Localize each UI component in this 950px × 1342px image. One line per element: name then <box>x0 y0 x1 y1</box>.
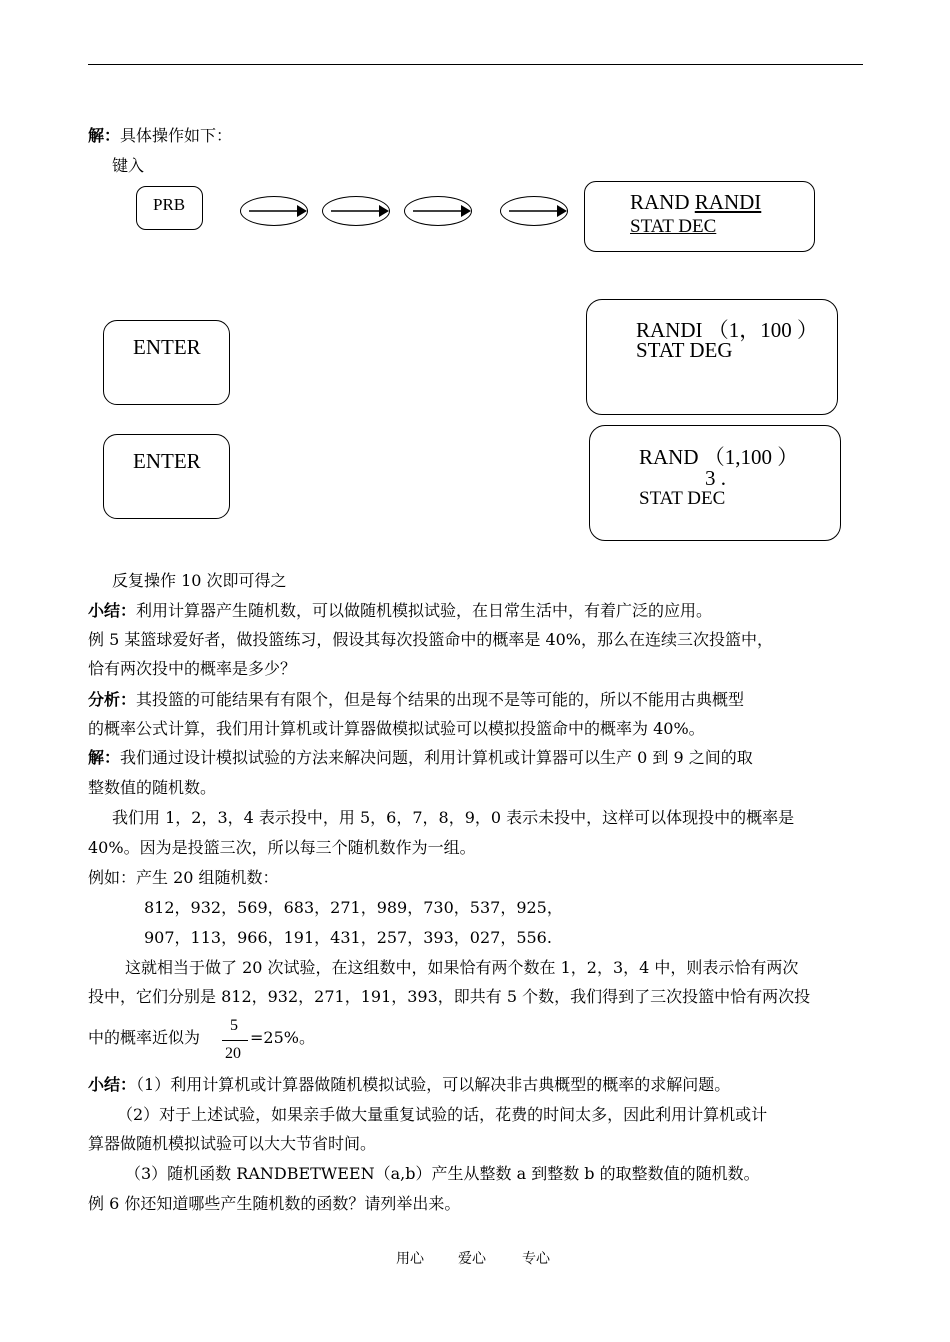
screen2-line1: RANDI （1，100 ） <box>636 318 818 342</box>
screen2-line2: STAT DEG <box>636 338 733 362</box>
summary-1: 小结：利用计算器产生随机数，可以做随机模拟试验，在日常生活中，有着广泛的应用。 <box>88 601 713 620</box>
footer-word-3: 专心 <box>522 1251 550 1267</box>
header-rule <box>88 64 863 65</box>
paragraph-2-line2: 投中，它们分别是 812，932，271，191，393，即共有 5 个数，我们得到了三次投篮中恰有两次投 <box>88 987 811 1006</box>
key-in-label: 键入 <box>112 156 145 175</box>
paragraph-2-line3-prefix: 中的概率近似为 <box>88 1028 201 1047</box>
right-arrow-icon <box>404 196 472 226</box>
solution-2-line2: 整数值的随机数。 <box>88 778 217 797</box>
screen3-line3: STAT DEC <box>639 488 726 509</box>
right-arrow-icon <box>322 196 390 226</box>
example-5-line1: 例 5 某篮球爱好者，做投篮练习，假设其每次投篮命中的概率是 40%，那么在连续三次投篮中， <box>88 630 774 649</box>
analysis-line2: 的概率公式计算，我们用计算机或计算器做模拟试验可以模拟投篮命中的概率为 40%。 <box>88 719 705 738</box>
enter-key-2 <box>103 434 230 519</box>
summary-2-line4: （3）随机函数 RANDBETWEEN（a,b）产生从整数 a 到整数 b 的取整数值的随机数。 <box>125 1164 760 1183</box>
summary-2-line3: 算器做随机模拟试验可以大大节省时间。 <box>88 1134 377 1153</box>
solution-2-line1: 解：我们通过设计模拟试验的方法来解决问题，利用计算机或计算器可以生产 0 到 9 之间的取 <box>88 748 753 767</box>
screen1-line2: STAT DEC <box>630 216 717 237</box>
solution-line <box>88 126 232 146</box>
fraction-bar <box>222 1040 248 1041</box>
random-numbers-line2: 907，113，966，191，431，257，393，027，556. <box>144 928 552 947</box>
example-intro: 例如：产生 20 组随机数： <box>88 868 279 887</box>
paragraph-1-line1: 我们用 1，2，3，4 表示投中，用 5，6，7，8，9，0 表示未投中，这样可以体现投中的概率是 <box>112 808 795 827</box>
calculator-screen-2 <box>586 299 838 415</box>
fraction-numerator: 5 <box>230 1017 238 1034</box>
right-arrow-icon <box>240 196 308 226</box>
screen3-line1: RAND （1,100 ） <box>639 445 799 469</box>
repeat-text: 反复操作 10 次即可得之 <box>112 571 287 590</box>
calculator-screen-1 <box>584 181 815 252</box>
enter-key-label: ENTER <box>133 335 201 359</box>
enter-key-1 <box>103 320 230 405</box>
prb-key <box>136 186 203 230</box>
paragraph-1-line2: 40%。因为是投篮三次，所以每三个随机数作为一组。 <box>88 838 476 857</box>
calculator-screen-3 <box>589 425 841 541</box>
enter-key-label: ENTER <box>133 449 201 473</box>
summary-2-line2: （2）对于上述试验，如果亲手做大量重复试验的话，花费的时间太多，因此利用计算机或计 <box>117 1105 768 1124</box>
right-arrow-icon <box>500 196 568 226</box>
footer-word-2: 爱心 <box>458 1251 486 1267</box>
paragraph-2-line3-suffix: =25%。 <box>250 1028 315 1047</box>
example-6: 例 6 你还知道哪些产生随机数的函数？请列举出来。 <box>88 1194 461 1213</box>
solution-label: 解： <box>88 126 121 145</box>
paragraph-2-line1: 这就相当于做了 20 次试验，在这组数中，如果恰有两个数在 1，2，3，4 中，则表示恰有两次 <box>125 958 799 977</box>
summary-2-line1: 小结：（1）利用计算机或计算器做随机模拟试验，可以解决非古典概型的概率的求解问题。 <box>88 1075 731 1094</box>
screen1-line1: RAND RANDI <box>630 190 762 214</box>
prb-key-label: PRB <box>153 195 186 214</box>
example-5-line2: 恰有两次投中的概率是多少？ <box>88 659 297 678</box>
random-numbers-line1: 812，932，569，683，271，989，730，537，925， <box>144 898 563 917</box>
fraction-denominator: 20 <box>225 1045 241 1062</box>
footer-word-1: 用心 <box>396 1251 424 1267</box>
solution-intro: 具体操作如下： <box>120 126 233 145</box>
screen3-line2: 3 . <box>705 466 726 490</box>
analysis-line1: 分析：其投篮的可能结果有有限个，但是每个结果的出现不是等可能的，所以不能用古典概型 <box>88 690 745 709</box>
